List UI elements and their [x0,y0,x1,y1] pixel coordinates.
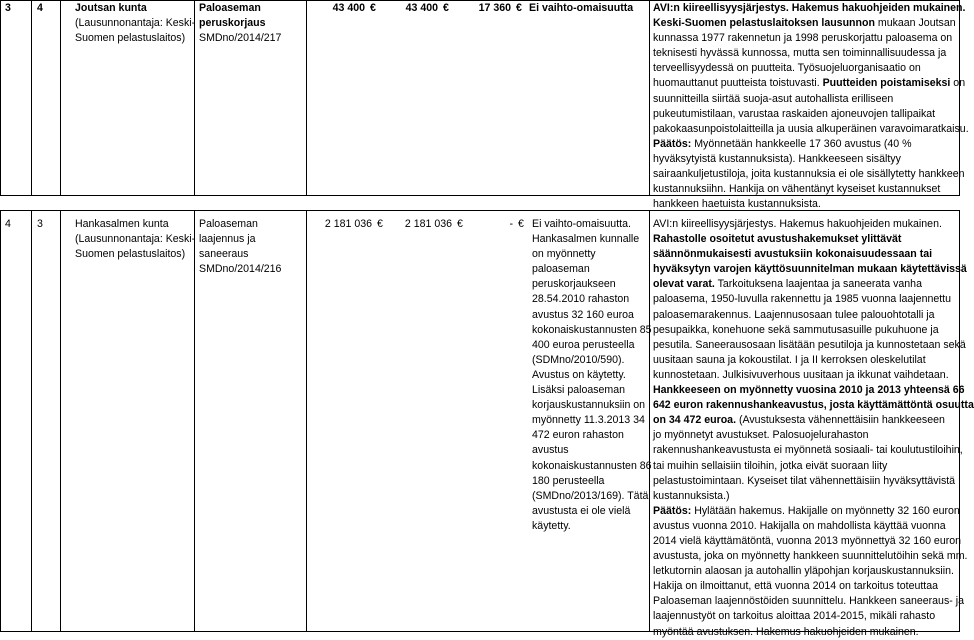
decision-text: hyväksytyn varojen käyttösuunnitelman mukaan käytettävissä [653,263,967,276]
decision-text: 2014 vielä käyttämätöntä, vuonna 2013 myönnettyä 32 160 euron [653,534,962,547]
decision-line [653,368,974,383]
prior-grants-cell [529,1,633,16]
case-reference: SMDno/2014/216 [199,263,282,276]
decision-line [653,308,974,323]
prior-grant-line: paloaseman [532,263,590,276]
decision-text: paloasemarakennus. Laajennusosaan tulee palouohtotalli ja [653,308,935,321]
decision-line [653,46,969,61]
decision-line [653,489,974,504]
decision-cell [653,1,969,212]
prior-grant-line: on myönnetty [532,248,596,261]
column-divider [31,1,32,195]
decision-line [653,137,969,152]
decision-text: huomauttanut puutteista toistuvasti. [653,77,823,90]
column-divider [194,211,195,631]
decision-line [653,459,974,474]
decision-line [653,277,974,292]
prior-grant-line: 472 euron rahaston [532,429,624,442]
decision-text: myöntää avustuksen. Hakemus hakuohjeiden mukainen. [653,625,919,638]
decision-line [653,474,974,489]
column-divider [31,211,32,631]
prior-grant-line: Lisäksi paloaseman [532,384,626,397]
decision-line [653,76,969,91]
decision-text: Keski-Suomen pelastuslaitoksen lausunnon [653,17,875,30]
decision-text: paloasema, 1950-luvulla rakennettu ja 1985 vuonna laajennettu [653,293,952,306]
decision-text: avustus vuonna 2010. Hakijalla on mahdollista käyttää vuonna [653,519,946,532]
decision-text: Rahastolle osoitetut avustushakemukset ylittävät [653,233,902,246]
decision-text: letkutornin alaosan ja autohallin yläpohjan korjauskustannuksiin. [653,565,954,578]
decision-line [653,122,969,137]
prior-grant-line: Avustus on käytetty. [532,368,626,381]
decision-text: Päätös: [653,137,692,150]
decision-line [653,262,974,277]
eligible-cost: 43 400 € [378,1,451,16]
decision-text: tai muihin sellaisiin tiloihin, jotka eivät suoraan liity [653,459,888,472]
subject-cell [199,217,281,277]
eligible-cost: 2 181 036 € [385,217,465,232]
statement-giver: (Lausunnonantaja: Keski- [75,233,196,246]
decision-text: uusitaan sauna ja kokoustilat. I ja II kerroksen oleskelutilat [653,353,926,366]
decision-text: pesupaikka, konehuone sekä sammutusasuille pukuhuone ja [653,323,939,336]
project-title: Paloaseman [199,218,258,230]
project-title: saneeraus [199,248,249,261]
decision-line [653,323,974,338]
decision-text: terveellisyydessä on puutteita. Työsuojeluorganisaatio on [653,62,921,75]
decision-text: laajennustyöt on tarkoitus aloittaa 2014-2015, mikäli rahasto [653,610,936,623]
decision-text: pesutila. Saneerausosaan lisätään pesutiloja ja kunnostetaan sekä [653,338,966,351]
decision-text: Hankkeeseen on myönnetty vuosina 2010 ja 2013 yhteensä 66 [653,384,965,397]
prior-grant-line: 400 euroa perusteella [532,338,635,351]
decision-line [653,519,974,534]
row-number: 3 [5,2,11,14]
decision-line [653,292,974,307]
prior-grant-line: (SDMno/2010/590). [532,353,625,366]
prior-grant-line: 180 perusteella [532,474,605,487]
column-divider [60,1,61,195]
column-divider [306,1,307,195]
decision-text: rakennushankeavustusta ei myönnetä sosiaali- tai koulutustiloihin, [653,444,963,457]
decision-line [653,338,974,353]
decision-line [653,549,974,564]
decision-text: säännönmukaisesti avustuksiin kokonaisuudessaan tai [653,248,933,261]
decision-text: olevat varat. [653,278,715,291]
statement-giver: Suomen pelastuslaitos) [75,248,186,261]
prior-grant-line: käytetty. [532,519,571,532]
decision-line [653,594,974,609]
decision-text: kustannuksista.) [653,489,730,502]
prior-grant-line: 28.54.2010 rahaston [532,293,630,306]
decision-line [653,625,974,640]
prior-grant-line: kokonaiskustannusten 86 [532,459,652,472]
decision-text: teknisesti hyvässä kunnossa, mutta sen toiminnallisuudessa ja [653,47,947,60]
decision-text: Päätös: [653,504,692,517]
statement-giver: Suomen pelastuslaitos) [75,32,186,45]
decision-text: AVI:n kiireellisyysjärjestys. Hakemus hakuohjeiden mukainen. [653,2,966,14]
decision-text: 642 euron rakennushankeavustus, josta käyttämättöntä osuutta [653,399,974,412]
decision-line [653,232,974,247]
decision-text: (Avustuksesta vähennettäisiin hankkeeseen [736,414,945,427]
decision-line [653,31,969,46]
decision-text: on [950,77,966,90]
applicant-cell [75,217,195,262]
decision-text: avustusta, joka on myönnetty hankkeen suunnittelutöihin sekä mm. [653,550,968,563]
project-title: Paloaseman [199,2,261,14]
euro-symbol: € [370,2,376,14]
decision-line [653,182,969,197]
applicant-cell [75,1,195,46]
decision-text: AVI:n kiireellisyysjärjestys. Hakemus hakuohjeiden mukainen. [653,218,942,230]
decision-line [653,383,974,398]
total-cost: 43 400 € [307,1,378,16]
column-divider [649,1,650,195]
prior-grant-line: avustus 32 160 euroa [532,308,634,321]
decision-text: Tarkoituksena laajentaa ja saneerata vanha [714,278,922,291]
project-title: laajennus ja [199,233,256,246]
row-number: 4 [5,218,11,230]
decision-line [653,217,974,232]
decision-line [653,16,969,31]
decision-line [653,1,969,16]
decision-line [653,428,974,443]
applicant-name: Hankasalmen kunta [75,218,169,230]
decision-line [653,609,974,624]
decision-line [653,413,974,428]
decision-text: kunnostetaan. Julkisivuverhous uusitaan ja ikkunat vaihdetaan. [653,368,949,381]
decision-line [653,398,974,413]
prior-grant-line: (SMDno/2013/169). Tätä [532,489,649,502]
decision-text: Myönnetään hankkeelle 17 360 avustus (40 % [691,137,912,150]
statement-giver: (Lausunnonantaja: Keski- [75,17,196,30]
case-reference: SMDno/2014/217 [199,32,282,45]
decision-line [653,579,974,594]
prior-grant-line: Ei vaihto-omaisuutta. [532,218,631,230]
decision-text: Hylätään hakemus. Hakijalle on myönnetty 32 160 euron [691,504,960,517]
euro-symbol: € [443,2,449,14]
decision-line [653,61,969,76]
table-row [0,210,974,638]
prior-grants-cell [532,217,652,534]
prior-grant-line: Ei vaihto-omaisuutta [529,2,634,14]
decision-text: pelastustoimintaan. Kyseiset tilat vähennettäisiin hyväksyttävistä [653,474,956,487]
decision-text: kunnassa 1977 rakennetun ja 1998 peruskorjattu paloasema on [653,32,953,45]
total-cost: 2 181 036 € [307,217,385,232]
decision-line [653,92,969,107]
decision-line [653,167,969,182]
prior-grant-line: Hankasalmen kunnalle [532,233,640,246]
decision-text: Puutteiden poistamiseksi [822,77,951,90]
decision-line [653,534,974,549]
decision-text: sairaankuljetustiloja, joita kustannuksia ei ole sisällytetty hankkeen [653,168,965,181]
decision-text: hyväksytyistä kustannuksista). Hankkeeseen sisältyy [653,152,901,165]
grant-amount: 17 360 € [451,1,524,16]
decision-cell [653,217,974,640]
decision-text: suunnitteilla siirtää suoja-asut autohallista erilliseen [653,92,894,105]
decision-line [653,247,974,262]
applicant-name: Joutsan kunta [75,2,147,14]
decision-text: Paloaseman laajennöstöiden suunnittelu. Hankkeen saneeraus- ja [653,595,964,608]
prior-grant-line: korjauskustannuksiin on [532,399,646,412]
subject-cell [199,1,281,46]
euro-symbol: € [516,2,522,14]
euro-symbol: € [457,218,463,230]
priority-number: 4 [37,2,43,14]
decision-line [653,504,974,519]
decision-text: Hakija on ilmoittanut, että vuonna 2014 on tarkoitus toteuttaa [653,580,939,593]
prior-grant-line: avustusta ei ole vielä [532,504,631,517]
decision-line [653,107,969,122]
grant-amount: - € [465,217,526,232]
prior-grant-line: peruskorjaukseen [532,278,616,291]
decision-text: on 34 472 euroa. [653,414,737,427]
decision-text: hankkeen haetuista kustannuksista. [653,198,821,211]
decision-text: mukaan Joutsan [874,17,956,30]
decision-text: pakokaasunpoistolaitteilla ja uusia alkuperäinen varavoimaratkaisu. [653,122,969,135]
decision-line [653,443,974,458]
priority-number: 3 [37,218,43,230]
euro-symbol: € [377,218,383,230]
decision-line [653,152,969,167]
table-row [0,0,969,211]
column-divider [306,211,307,631]
euro-symbol: € [518,218,524,230]
decision-text: kustannuksiihn. Hankija on vähentänyt kyseiset kustannukset [653,183,941,196]
decision-text: jo myönnetyt avustukset. Palosuojelurahaston [653,429,869,442]
decision-line [653,564,974,579]
column-divider [60,211,61,631]
decision-line [653,353,974,368]
prior-grant-line: kokonaiskustannusten 85 [532,323,652,336]
project-title: peruskorjaus [199,17,266,30]
prior-grant-line: myönnetty 11.3.2013 34 [532,414,645,427]
decision-text: pukeutumistilaan, varustaa raskaiden ajoneuvojen tallipaikat [653,107,936,120]
prior-grant-line: avustus [532,444,569,457]
